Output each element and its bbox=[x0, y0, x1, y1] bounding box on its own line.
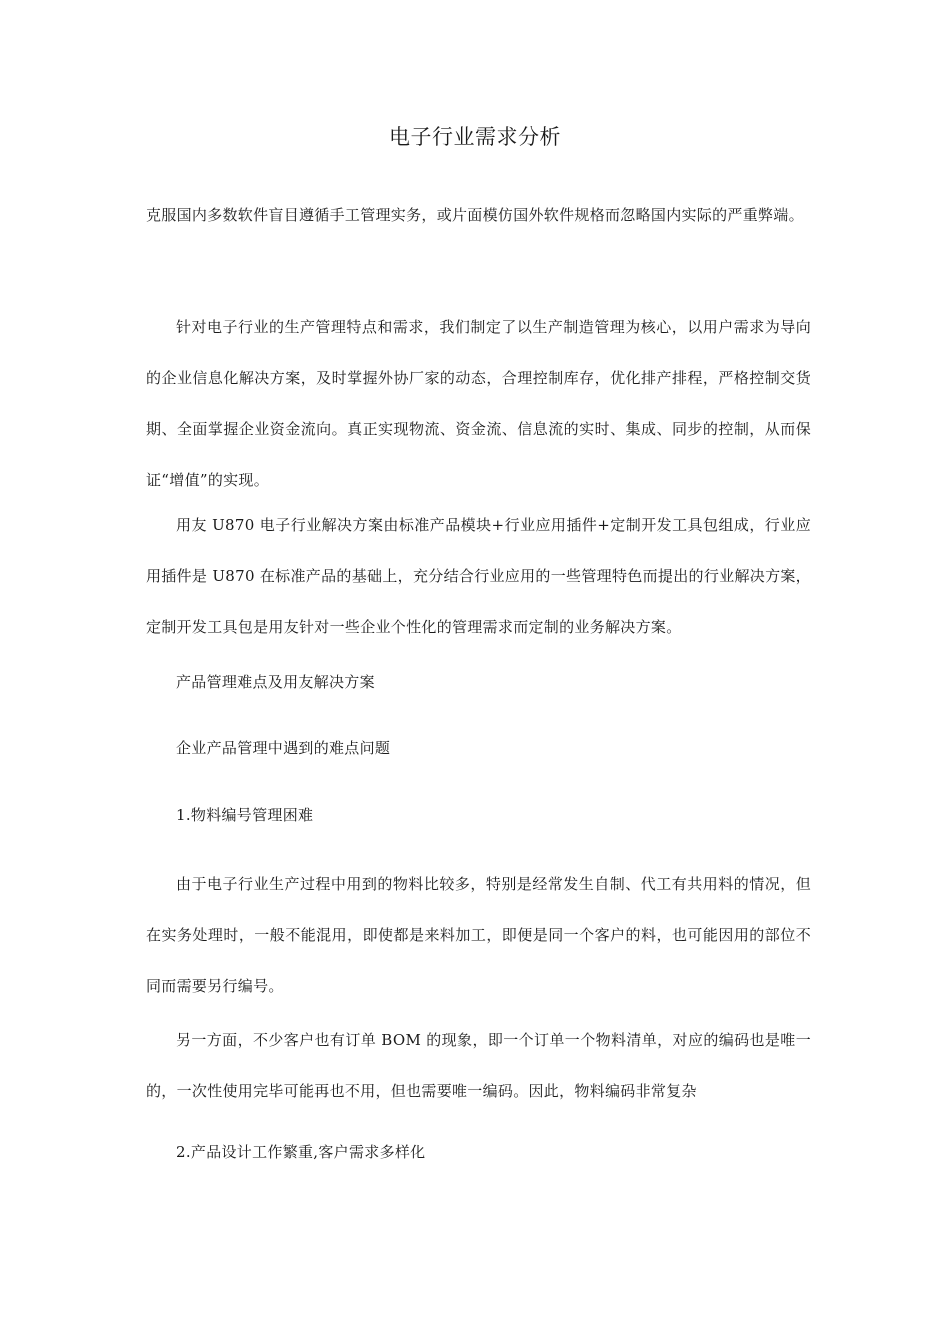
paragraph-material-coding: 由于电子行业生产过程中用到的物料比较多，特别是经常发生自制、代工有共用料的情况，但在实务处理时，一般不能混用，即使都是来料加工，即便是同一个客户的料，也可能因用的部位不同而需要另行编号。 bbox=[146, 875, 811, 995]
document-title: 电子行业需求分析 bbox=[389, 125, 561, 149]
paragraph-order-bom: 另一方面，不少客户也有订单 BOM 的现象，即一个订单一个物料清单，对应的编码也是唯一的，一次性使用完毕可能再也不用，但也需要唯一编码。因此，物料编码非常复杂 bbox=[146, 1031, 811, 1100]
paragraph-solution-overview: 针对电子行业的生产管理特点和需求，我们制定了以生产制造管理为核心，以用户需求为导向的企业信息化解决方案，及时掌握外协厂家的动态，合理控制库存，优化排产排程，严格控制交货期、全面掌握企业资金流向。真正实现物流、资金流、信息流的实时、集成、同步的控制，从而保证“增值”的实现。 bbox=[146, 318, 811, 489]
paragraph-u870-solution: 用友 U870 电子行业解决方案由标准产品模块+行业应用插件+定制开发工具包组成，行业应用插件是 U870 在标准产品的基础上，充分结合行业应用的一些管理特色而提出的行业解决方案，定制开发工具包是用友针对一些企业个性化的管理需求而定制的业务解决方案。 bbox=[146, 516, 811, 636]
section-heading-problems: 企业产品管理中遇到的难点问题 bbox=[176, 739, 391, 757]
section-heading-item-2: 2.产品设计工作繁重,客户需求多样化 bbox=[176, 1143, 426, 1161]
section-heading-item-1: 1.物料编号管理困难 bbox=[176, 806, 314, 824]
paragraph-intro: 克服国内多数软件盲目遵循手工管理实务，或片面模仿国外软件规格而忽略国内实际的严重弊端。 bbox=[146, 206, 804, 224]
section-heading-difficulties: 产品管理难点及用友解决方案 bbox=[176, 673, 375, 691]
